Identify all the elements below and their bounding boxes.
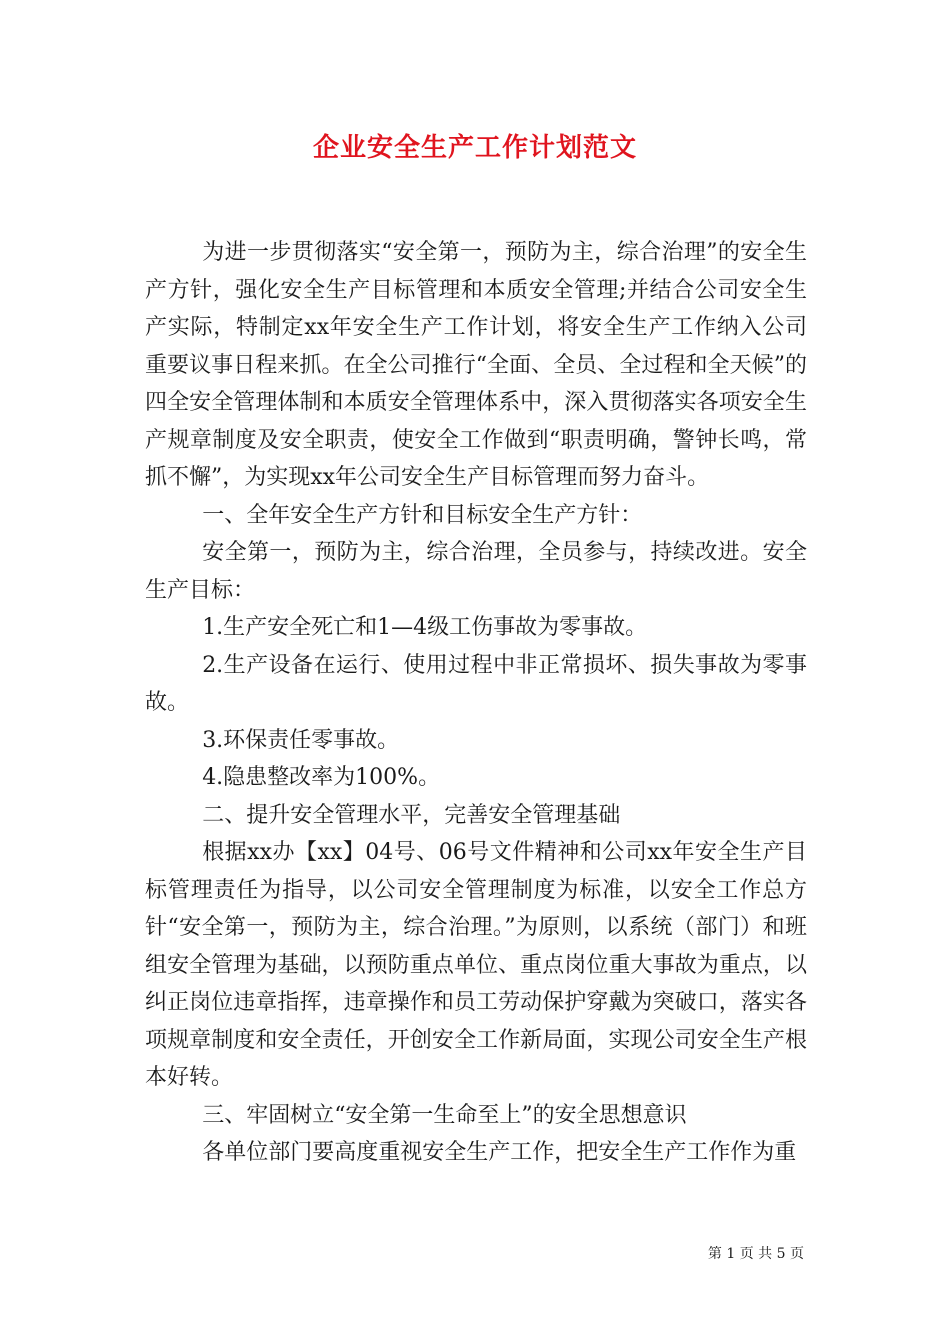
- document-body: [145, 234, 807, 1172]
- goal-item-4: 4.隐患整改率为100%。: [202, 765, 441, 790]
- paragraph-management: 根据xx办【xx】04号、06号文件精神和公司xx年安全生产目标管理责任为指导，以公司安全管理制度为标准，以安全工作总方针“安全第一，预防为主，综合治理。”为原则，以系统（部门）和班组安全管理为基础，以预防重点单位、重点岗位重大事故为重点，以纠正岗位违章指挥，违章操作和员工劳动保护穿戴为突破口，落实各项规章制度和安全责任，开创安全工作新局面，实现公司安全生产根本好转。: [145, 840, 807, 1090]
- goal-item-3: 3.环保责任零事故。: [202, 727, 400, 753]
- goal-item-1: 1.生产安全死亡和1—4级工伤事故为零事故。: [202, 615, 648, 640]
- document-title: 企业安全生产工作计划范文: [312, 133, 637, 163]
- section-heading-2: 二、提升安全管理水平，完善安全管理基础: [202, 802, 621, 828]
- page-number: 第 1 页 共 5 页: [707, 1246, 804, 1262]
- section-heading-3: 三、牢固树立“安全第一生命至上”的安全思想意识: [202, 1102, 687, 1128]
- section-heading-1: 一、全年安全生产方针和目标安全生产方针：: [202, 502, 643, 528]
- paragraph-intro: 为进一步贯彻落实“安全第一，预防为主，综合治理”的安全生产方针，强化安全生产目标管理和本质安全管理;并结合公司安全生产实际，特制定xx年安全生产工作计划，将安全生产工作纳入公司重要议事日程来抓。在全公司推行“全面、全员、全过程和全天候”的四全安全管理体制和本质安全管理体系中，深入贯彻落实各项安全生产规章制度及安全职责，使安全工作做到“职责明确，警钟长鸣，常抓不懈”，为实现xx年公司安全生产目标管理而努力奋斗。: [145, 240, 807, 490]
- paragraph-policy: 安全第一，预防为主，综合治理，全员参与，持续改进。安全生产目标：: [145, 540, 807, 603]
- paragraph-awareness: 各单位部门要高度重视安全生产工作，把安全生产工作作为重: [202, 1140, 797, 1165]
- goal-item-2: 2.生产设备在运行、使用过程中非正常损坏、损失事故为零事故。: [145, 652, 807, 715]
